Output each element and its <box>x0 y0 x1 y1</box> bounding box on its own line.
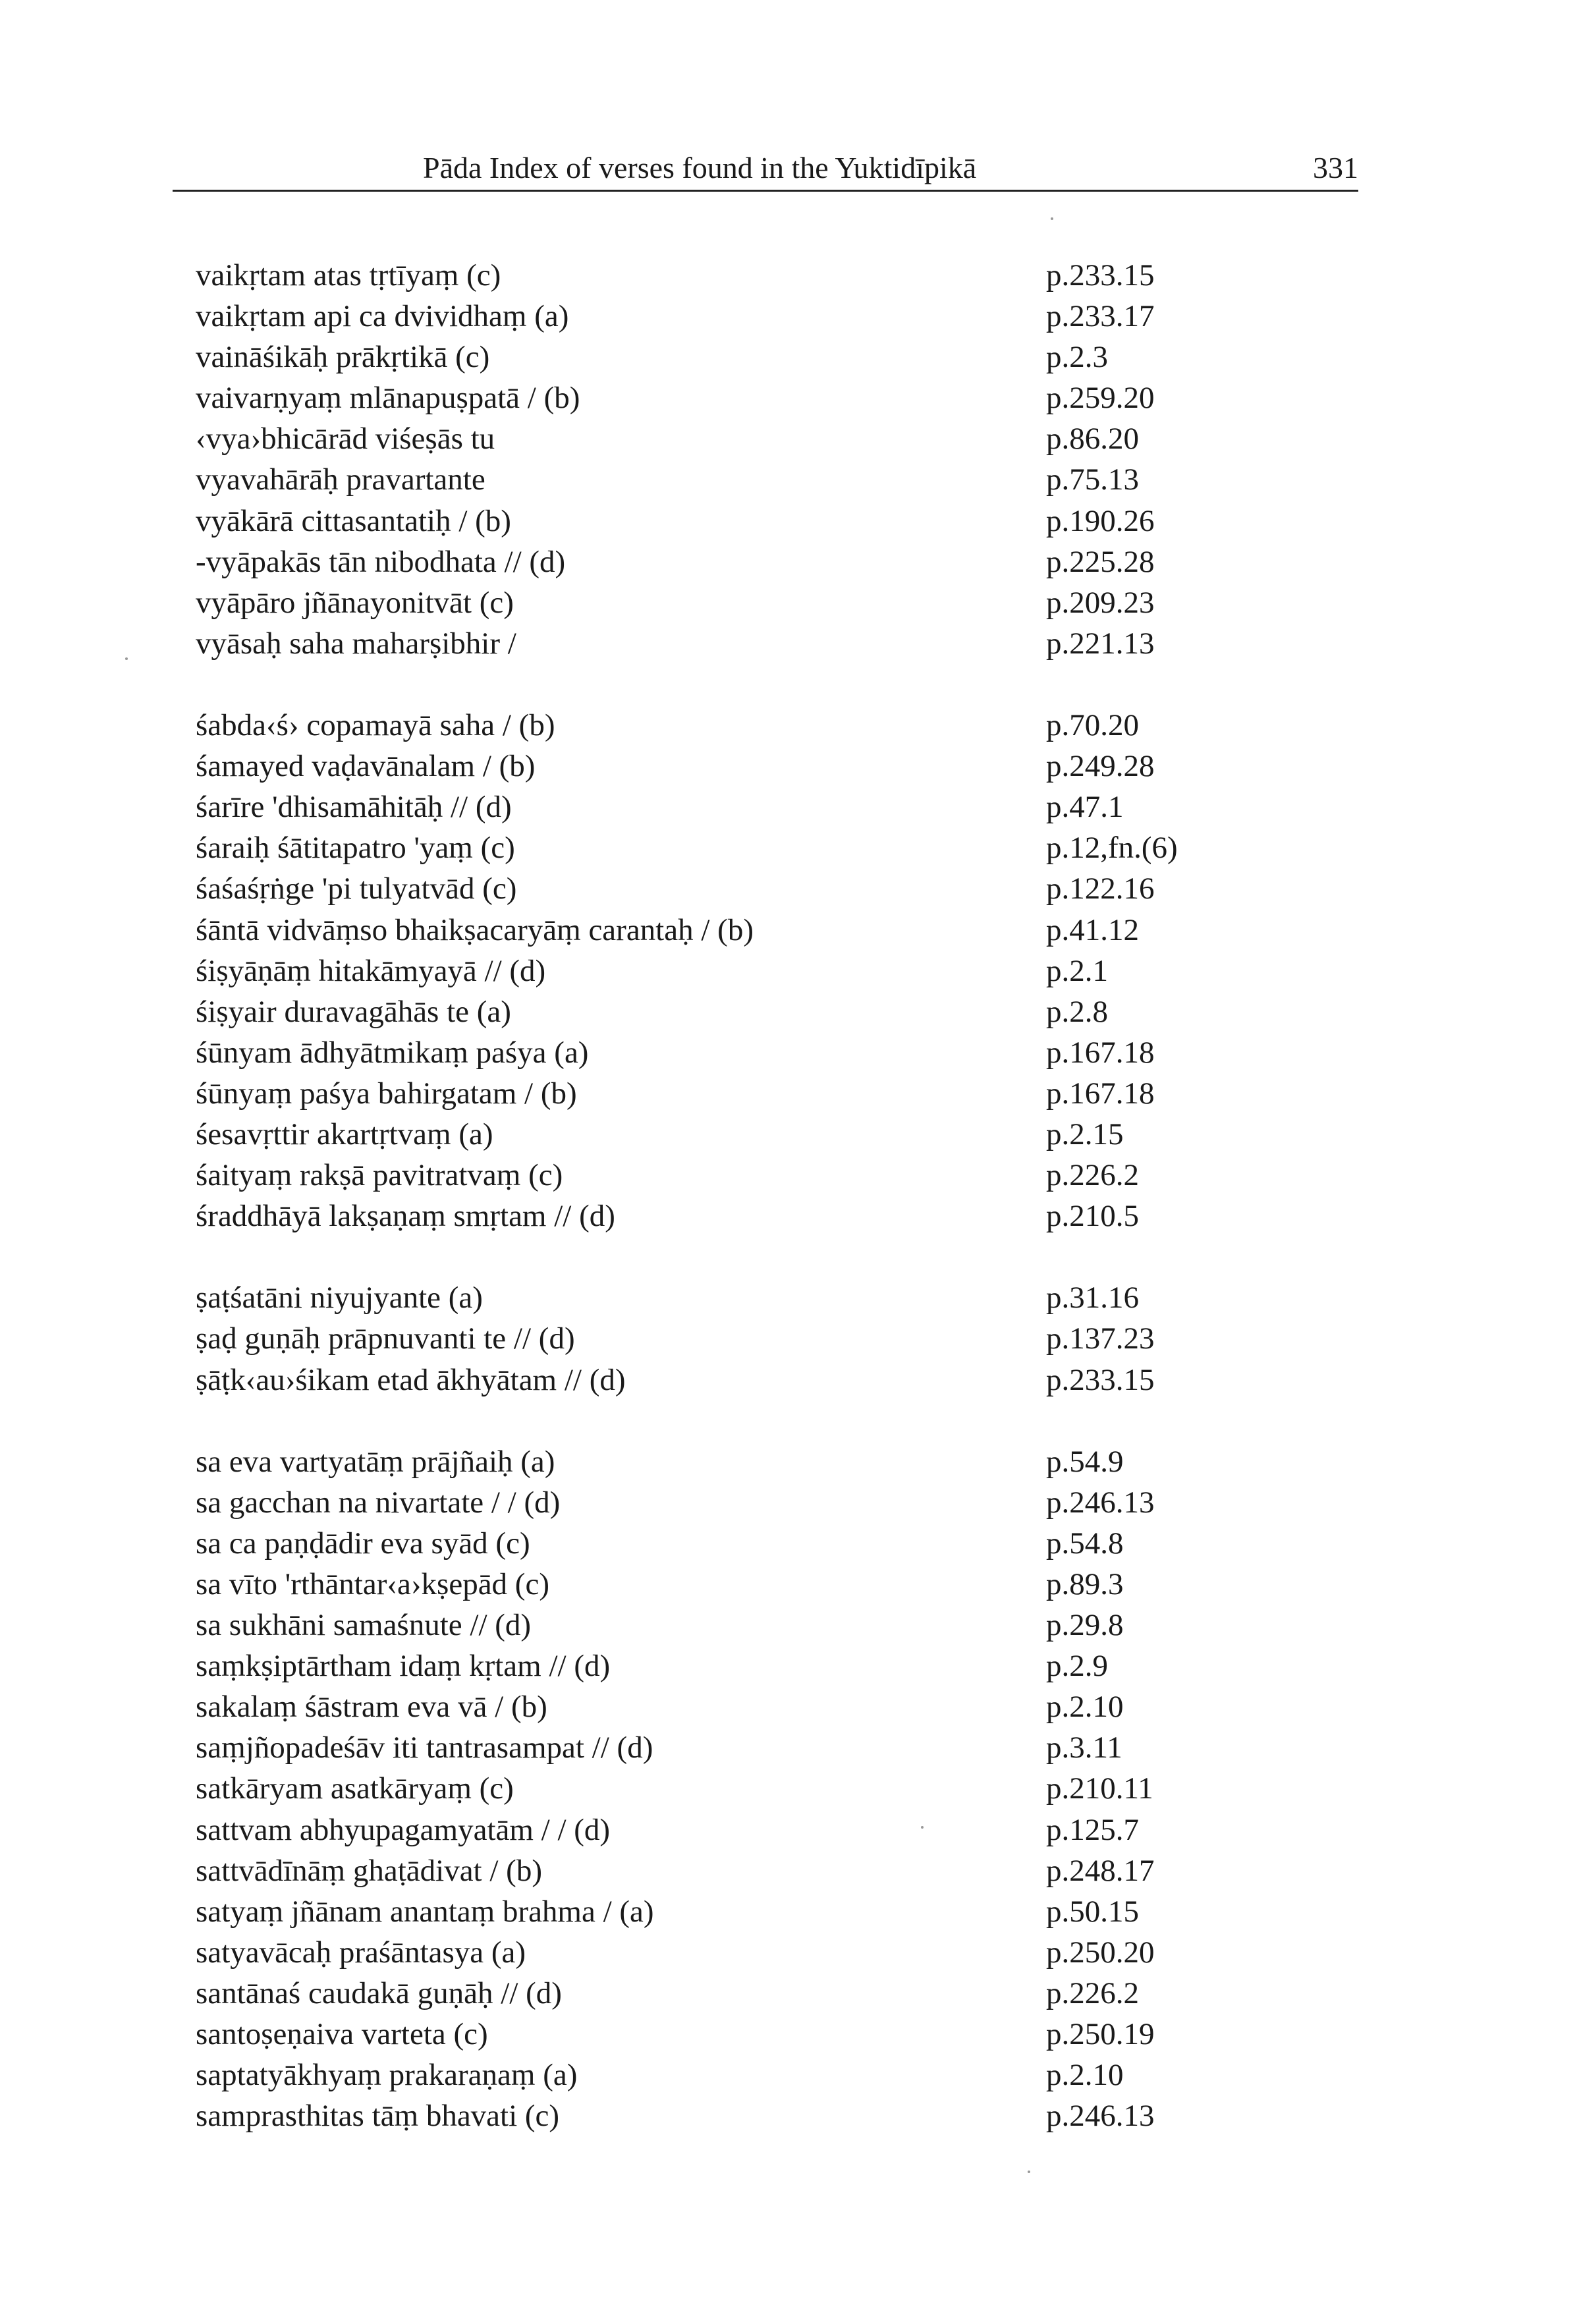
index-entry <box>196 910 1250 951</box>
page-reference: p.12,fn.(6) <box>1046 831 1178 866</box>
index-entry <box>196 1850 1250 1891</box>
verse-pada: śiṣyāṇāṃ hitakāmyayā // (d) <box>196 953 546 988</box>
index-entry <box>196 296 1250 337</box>
index-entry <box>196 1564 1250 1605</box>
page-reference: p.29.8 <box>1046 1608 1124 1643</box>
page-reference: p.31.16 <box>1046 1281 1139 1315</box>
page-reference: p.225.28 <box>1046 544 1155 579</box>
verse-pada: satyaṃ jñānam anantaṃ brahma / (a) <box>196 1894 654 1929</box>
running-title: Pāda Index of verses found in the Yuktidīpikā <box>423 151 977 184</box>
index-entry <box>196 1073 1250 1114</box>
index-entry <box>196 1686 1250 1727</box>
verse-pada: śūnyaṃ paśya bahirgatam / (b) <box>196 1076 577 1111</box>
page-reference: p.233.17 <box>1046 299 1155 334</box>
index-entry <box>196 868 1250 909</box>
verse-pada: śesavṛttir akartṛtvaṃ (a) <box>196 1117 493 1151</box>
index-entry <box>196 746 1250 787</box>
page-reference: p.2.8 <box>1046 994 1108 1029</box>
verse-pada: śiṣyair duravagāhās te (a) <box>196 994 511 1029</box>
index-entry <box>196 1318 1250 1359</box>
page-number: 331 <box>1313 151 1358 184</box>
index-entry <box>196 255 1250 296</box>
index-entry <box>196 1523 1250 1564</box>
page-reference: p.125.7 <box>1046 1812 1139 1847</box>
index-entry <box>196 2055 1250 2095</box>
page-reference: p.259.20 <box>1046 381 1155 416</box>
index-entry <box>196 1973 1250 2014</box>
page-reference: p.210.11 <box>1046 1771 1153 1806</box>
verse-pada: vaikṛtam atas tṛtīyaṃ (c) <box>196 258 501 292</box>
index-entry <box>196 623 1250 664</box>
page-reference: p.190.26 <box>1046 503 1155 538</box>
page-reference: p.233.15 <box>1046 1362 1155 1397</box>
page-reference: p.167.18 <box>1046 1035 1155 1070</box>
verse-pada: -vyāpakās tān nibodhata // (d) <box>196 544 566 579</box>
index-entry <box>196 2014 1250 2055</box>
page-reference: p.167.18 <box>1046 1076 1155 1111</box>
page-reference: p.250.19 <box>1046 2017 1155 2052</box>
index-entry <box>196 1646 1250 1686</box>
index-entry <box>196 1196 1250 1236</box>
verse-pada: śūnyam ādhyātmikaṃ paśya (a) <box>196 1035 589 1070</box>
verse-pada: sa vīto 'rthāntar‹a›kṣepād (c) <box>196 1567 549 1601</box>
page-reference: p.226.2 <box>1046 1158 1139 1193</box>
verse-pada: sattvādīnāṃ ghaṭādivat / (b) <box>196 1853 542 1888</box>
page-reference: p.233.15 <box>1046 258 1155 292</box>
scan-speck <box>1051 217 1053 220</box>
index-entry <box>196 582 1250 623</box>
index-entry <box>196 1891 1250 1932</box>
verse-pada: sa eva vartyatāṃ prājñaiḥ (a) <box>196 1444 555 1479</box>
page-reference: p.86.20 <box>1046 422 1139 456</box>
index-entry <box>196 1032 1250 1073</box>
page-reference: p.89.3 <box>1046 1567 1124 1601</box>
verse-pada: vyāsaḥ saha maharṣibhir / <box>196 626 516 661</box>
index-group <box>196 1441 1250 2137</box>
verse-pada: śabda‹ś› copamayā saha / (b) <box>196 708 555 743</box>
page-reference: p.54.8 <box>1046 1526 1124 1561</box>
verse-pada: satkāryam asatkāryaṃ (c) <box>196 1771 514 1806</box>
verse-index-list <box>196 255 1250 2136</box>
page-reference: p.41.12 <box>1046 912 1139 947</box>
index-entry <box>196 827 1250 868</box>
index-entry <box>196 377 1250 418</box>
verse-pada: sa ca paṇḍādir eva syād (c) <box>196 1526 530 1561</box>
page-reference: p.250.20 <box>1046 1935 1155 1970</box>
index-entry <box>196 1482 1250 1523</box>
page-reference: p.70.20 <box>1046 708 1139 743</box>
index-entry <box>196 1155 1250 1196</box>
page-reference: p.249.28 <box>1046 749 1155 784</box>
page-reference: p.209.23 <box>1046 585 1155 620</box>
index-entry <box>196 2095 1250 2136</box>
index-group <box>196 255 1250 664</box>
verse-pada: vyavahārāḥ pravartante <box>196 462 485 497</box>
page-reference: p.2.9 <box>1046 1649 1108 1684</box>
page-reference: p.50.15 <box>1046 1894 1139 1929</box>
page-reference: p.2.10 <box>1046 1690 1124 1725</box>
verse-pada: ‹vya›bhicārād viśeṣās tu <box>196 422 495 456</box>
verse-pada: vyākārā cittasantatiḥ / (b) <box>196 503 511 538</box>
scan-speck <box>921 1826 924 1829</box>
index-group <box>196 1277 1250 1400</box>
page-reference: p.246.13 <box>1046 1485 1155 1520</box>
verse-pada: śaśaśṛṅge 'pi tulyatvād (c) <box>196 872 517 906</box>
scan-speck <box>1028 2171 1030 2173</box>
page-reference: p.221.13 <box>1046 626 1155 661</box>
page-reference: p.122.16 <box>1046 872 1155 906</box>
page-reference: p.75.13 <box>1046 462 1139 497</box>
verse-pada: vaivarṇyaṃ mlānapuṣpatā / (b) <box>196 381 580 416</box>
verse-pada: saptatyākhyaṃ prakaraṇaṃ (a) <box>196 2058 578 2093</box>
index-entry <box>196 705 1250 746</box>
page-reference: p.2.3 <box>1046 340 1108 375</box>
page-reference: p.2.15 <box>1046 1117 1124 1151</box>
index-entry <box>196 418 1250 459</box>
verse-pada: śāntā vidvāṃso bhaikṣacaryāṃ carantaḥ / (b) <box>196 912 754 947</box>
index-entry <box>196 1441 1250 1482</box>
index-entry <box>196 1932 1250 1973</box>
verse-pada: vaināśikāḥ prākṛtikā (c) <box>196 340 490 375</box>
index-entry <box>196 951 1250 991</box>
page-reference: p.226.2 <box>1046 1976 1139 2010</box>
index-group <box>196 705 1250 1236</box>
group-separator <box>196 1236 1250 1277</box>
running-header <box>173 144 1358 192</box>
page-reference: p.47.1 <box>1046 790 1124 825</box>
verse-pada: śaraiḥ śātitapatro 'yaṃ (c) <box>196 831 515 866</box>
verse-pada: sa sukhāni samaśnute // (d) <box>196 1608 532 1643</box>
verse-pada: śamayed vaḍavānalam / (b) <box>196 749 536 784</box>
index-entry <box>196 991 1250 1032</box>
verse-pada: śraddhāyā lakṣaṇaṃ smṛtam // (d) <box>196 1199 615 1234</box>
verse-pada: ṣaḍ guṇāḥ prāpnuvanti te // (d) <box>196 1321 575 1356</box>
index-entry <box>196 337 1250 377</box>
index-entry <box>196 459 1250 500</box>
verse-pada: sattvam abhyupagamyatām / / (d) <box>196 1812 611 1847</box>
verse-pada: santoṣeṇaiva varteta (c) <box>196 2017 488 2052</box>
page-reference: p.54.9 <box>1046 1444 1124 1479</box>
verse-pada: śarīre 'dhisamāhitāḥ // (d) <box>196 790 512 825</box>
verse-pada: sa gacchan na nivartate / / (d) <box>196 1485 561 1520</box>
verse-pada: ṣaṭśatāni niyujyante (a) <box>196 1281 483 1315</box>
page-reference: p.3.11 <box>1046 1730 1122 1765</box>
index-entry <box>196 1727 1250 1768</box>
index-entry <box>196 541 1250 582</box>
verse-pada: śaityaṃ rakṣā pavitratvaṃ (c) <box>196 1158 563 1193</box>
verse-pada: santānaś caudakā guṇāḥ // (d) <box>196 1976 562 2010</box>
page-reference: p.2.1 <box>1046 953 1108 988</box>
index-entry <box>196 501 1250 541</box>
index-entry <box>196 787 1250 827</box>
index-entry <box>196 1810 1250 1850</box>
page-reference: p.2.10 <box>1046 2058 1124 2093</box>
group-separator <box>196 664 1250 705</box>
group-separator <box>196 1400 1250 1441</box>
page-reference: p.137.23 <box>1046 1321 1155 1356</box>
verse-pada: sakalaṃ śāstram eva vā / (b) <box>196 1690 547 1725</box>
verse-pada: samprasthitas tāṃ bhavati (c) <box>196 2099 560 2134</box>
verse-pada: vyāpāro jñānayonitvāt (c) <box>196 585 514 620</box>
index-entry <box>196 1114 1250 1155</box>
verse-pada: vaikṛtam api ca dvividhaṃ (a) <box>196 299 569 334</box>
index-entry <box>196 1768 1250 1809</box>
verse-pada: satyavācaḥ praśāntasya (a) <box>196 1935 526 1970</box>
verse-pada: saṃjñopadeśāv iti tantrasampat // (d) <box>196 1730 653 1765</box>
page-reference: p.248.17 <box>1046 1853 1155 1888</box>
page-reference: p.210.5 <box>1046 1199 1139 1234</box>
index-entry <box>196 1277 1250 1318</box>
page-reference: p.246.13 <box>1046 2099 1155 2134</box>
scan-speck <box>125 657 128 660</box>
index-entry <box>196 1360 1250 1400</box>
verse-pada: ṣāṭk‹au›śikam etad ākhyātam // (d) <box>196 1362 626 1397</box>
verse-pada: saṃkṣiptārtham idaṃ kṛtam // (d) <box>196 1649 611 1684</box>
index-entry <box>196 1605 1250 1646</box>
